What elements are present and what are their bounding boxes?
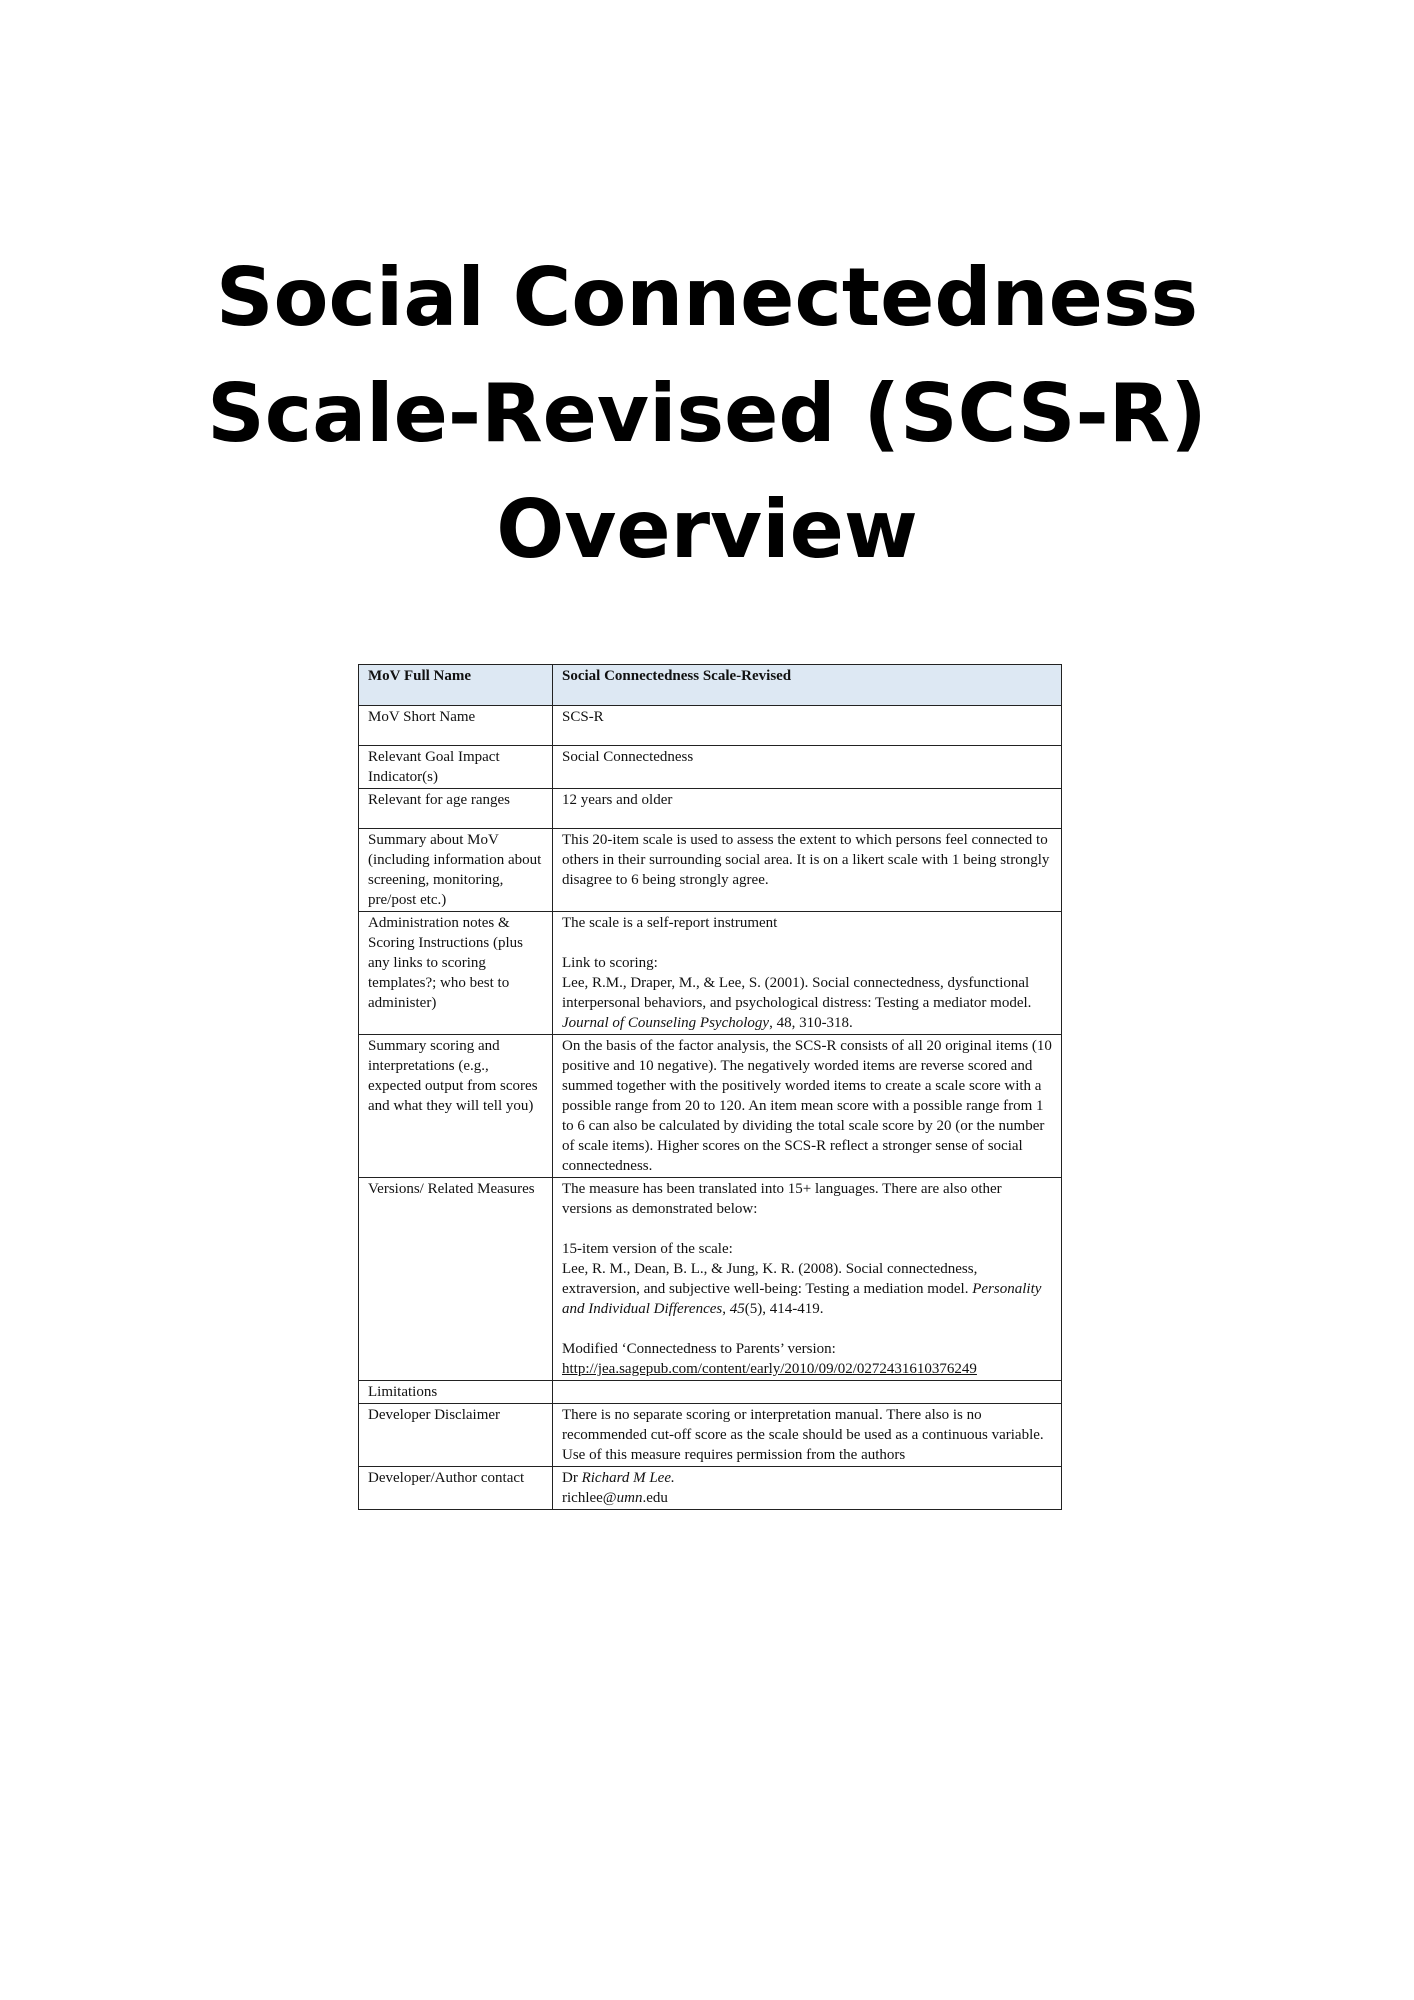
page-title bbox=[0, 240, 1414, 588]
title-line-1: Social Connectedness bbox=[215, 251, 1199, 344]
cell-value: This 20-item scale is used to assess the extent to which persons feel connected to others in their surrounding social area. It is on a likert scale with 1 being strongly disagree to 6 being strongly agree. bbox=[553, 829, 1062, 912]
title-line-3: Overview bbox=[496, 483, 918, 576]
cell-label: Summary about MoV (including information about screening, monitoring, pre/post etc.) bbox=[359, 829, 553, 912]
cell-value: Social Connectedness bbox=[553, 746, 1062, 789]
cell-value bbox=[553, 1178, 1062, 1381]
cell-value bbox=[553, 1467, 1062, 1510]
spacer bbox=[562, 933, 1053, 953]
table-row-age-ranges bbox=[359, 789, 1062, 829]
cell-value: 12 years and older bbox=[553, 789, 1062, 829]
table-row-goal-impact bbox=[359, 746, 1062, 789]
reference-volume: , 48, 310-318. bbox=[769, 1015, 853, 1031]
cell-label: MoV Short Name bbox=[359, 706, 553, 746]
table-row-scoring bbox=[359, 1035, 1062, 1178]
cell-label: MoV Full Name bbox=[359, 665, 553, 706]
administration-note: The scale is a self-report instrument bbox=[562, 915, 778, 931]
table-row-short-name bbox=[359, 706, 1062, 746]
table-row-summary bbox=[359, 829, 1062, 912]
cell-value bbox=[553, 912, 1062, 1035]
table-row-disclaimer bbox=[359, 1404, 1062, 1467]
cell-label: Relevant Goal Impact Indicator(s) bbox=[359, 746, 553, 789]
cell-value: There is no separate scoring or interpretation manual. There also is no recommended cut-off score as the scale should be used as a continuous variable. Use of this measure requires permission from the authors bbox=[553, 1404, 1062, 1467]
versions-intro: The measure has been translated into 15+ languages. There are also other versions as demonstrated below: bbox=[562, 1181, 1002, 1217]
cell-label: Relevant for age ranges bbox=[359, 789, 553, 829]
modified-version-link[interactable]: http://jea.sagepub.com/content/early/2010/09/02/0272431610376249 bbox=[562, 1361, 977, 1377]
scoring-link-label: Link to scoring: bbox=[562, 955, 658, 971]
author-email[interactable] bbox=[562, 1488, 1053, 1508]
scoring-reference bbox=[562, 973, 1053, 1033]
mov-overview-table bbox=[358, 664, 1062, 1510]
cell-label: Developer/Author contact bbox=[359, 1467, 553, 1510]
journal-name: Personality and Individual Differences bbox=[562, 1281, 1042, 1317]
reference-text: Lee, R. M., Dean, B. L., & Jung, K. R. (2008). Social connectedness, extraversion, and subjective well-being: Testing a mediation model. bbox=[562, 1261, 978, 1297]
table-row-full-name bbox=[359, 665, 1062, 706]
email-user: richlee@ bbox=[562, 1490, 617, 1506]
journal-name: Journal of Counseling Psychology bbox=[562, 1015, 770, 1031]
spacer bbox=[562, 1219, 1053, 1239]
author-name bbox=[562, 1468, 1053, 1488]
email-domain: umn bbox=[616, 1490, 643, 1506]
name-prefix: Dr bbox=[562, 1470, 582, 1486]
cell-label: Administration notes & Scoring Instructions (plus any links to scoring templates?; who best to administer) bbox=[359, 912, 553, 1035]
title-line-2: Scale-Revised (SCS-R) bbox=[207, 367, 1207, 460]
table-row-contact bbox=[359, 1467, 1062, 1510]
reference-separator: , bbox=[722, 1301, 730, 1317]
modified-version-title: Modified ‘Connectedness to Parents’ version: bbox=[562, 1341, 836, 1357]
cell-label: Limitations bbox=[359, 1381, 553, 1404]
cell-value: SCS-R bbox=[553, 706, 1062, 746]
table-row-administration bbox=[359, 912, 1062, 1035]
name-text: Richard M Lee. bbox=[581, 1470, 675, 1486]
cell-label: Developer Disclaimer bbox=[359, 1404, 553, 1467]
version-15-title: 15-item version of the scale: bbox=[562, 1241, 733, 1257]
cell-value bbox=[553, 1381, 1062, 1404]
version-15-reference bbox=[562, 1259, 1053, 1319]
table-row-limitations bbox=[359, 1381, 1062, 1404]
spacer bbox=[562, 1319, 1053, 1339]
email-tld: .edu bbox=[642, 1490, 668, 1506]
mov-table-container bbox=[358, 664, 1061, 1510]
reference-pages: (5), 414-419. bbox=[744, 1301, 824, 1317]
cell-value: On the basis of the factor analysis, the SCS-R consists of all 20 original items (10 positive and 10 negative). The negatively worded items are reverse scored and summed together with the positively worded items to create a scale score with a possible range from 20 to 120. An item mean score with a possible range from 1 to 6 can also be calculated by dividing the total scale score by 20 (or the number of scale items). Higher scores on the SCS-R reflect a stronger sense of social connectedness. bbox=[553, 1035, 1062, 1178]
cell-value: Social Connectedness Scale-Revised bbox=[553, 665, 1062, 706]
table-row-versions bbox=[359, 1178, 1062, 1381]
journal-volume: 45 bbox=[729, 1301, 745, 1317]
cell-label: Summary scoring and interpretations (e.g., expected output from scores and what they will tell you) bbox=[359, 1035, 553, 1178]
cell-label: Versions/ Related Measures bbox=[359, 1178, 553, 1381]
reference-text: Lee, R.M., Draper, M., & Lee, S. (2001). Social connectedness, dysfunctional interpersonal behaviors, and psychological distress: Testing a mediator model. bbox=[562, 975, 1032, 1011]
